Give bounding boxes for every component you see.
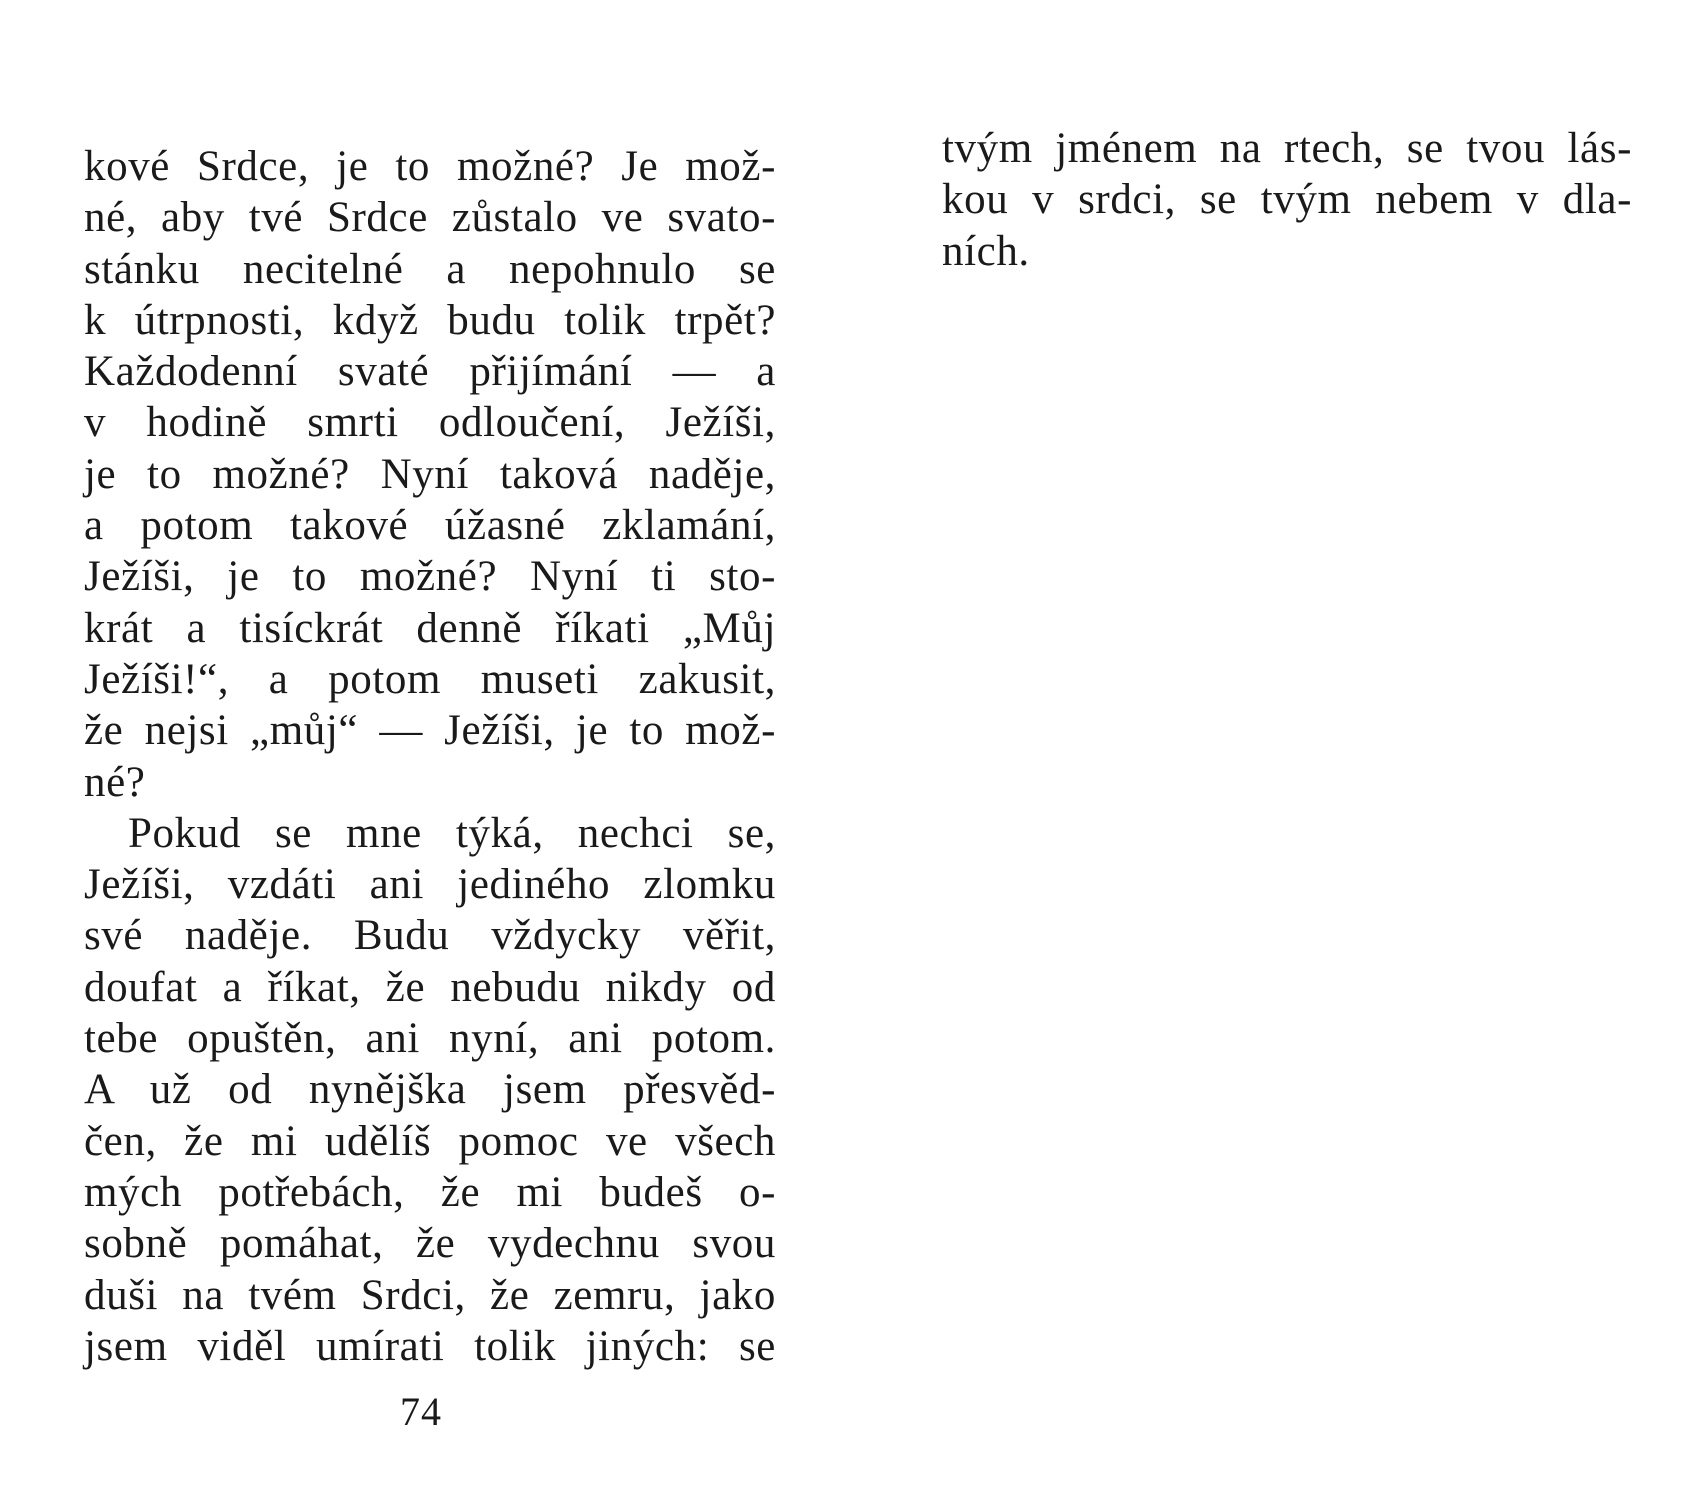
text-line: stánku necitelné a nepohnulo se — [84, 245, 776, 293]
text-line: né, aby tvé Srdce zůstalo ve svato- — [84, 194, 776, 242]
text-line: své naděje. Budu vždycky věřit, — [84, 912, 776, 960]
text-line: tvým jménem na rtech, se tvou lás- — [942, 125, 1632, 172]
text-line: kové Srdce, je to možné? Je mož- — [84, 143, 776, 190]
text-line: je to možné? Nyní taková naděje, — [84, 450, 776, 498]
text-line: k útrpnosti, když budu tolik trpět? — [84, 296, 776, 344]
right-page — [852, 0, 1704, 1500]
text-line: mých potřebách, že mi budeš o- — [84, 1168, 776, 1216]
text-line: kou v srdci, se tvým nebem v dla- — [942, 176, 1632, 224]
text-line: né? — [84, 758, 146, 806]
text-line: duši na tvém Srdci, že zemru, jako — [84, 1271, 776, 1319]
text-line: krát a tisíckrát denně říkati „Můj — [84, 604, 776, 652]
text-line: čen, že mi udělíš pomoc ve všech — [84, 1117, 776, 1165]
text-line: sobně pomáhat, že vydechnu svou — [84, 1220, 776, 1268]
paragraph-start-line: Pokud se mne týká, nechci se, — [128, 809, 776, 857]
text-line: doufat a říkat, že nebudu nikdy od — [84, 963, 776, 1011]
text-line: Ježíši!“, a potom museti zakusit, — [84, 655, 776, 703]
text-line: Ježíši, vzdáti ani jediného zlomku — [84, 861, 776, 909]
text-line: Ježíši, je to možné? Nyní ti sto- — [84, 553, 776, 601]
text-line: Každodenní svaté přijímání — a — [84, 348, 776, 396]
page-number: 74 — [400, 1389, 442, 1434]
text-line: v hodině smrti odloučení, Ježíši, — [84, 399, 776, 447]
text-line: a potom takové úžasné zklamání, — [84, 502, 776, 550]
text-line: jsem viděl umírati tolik jiných: se — [84, 1322, 776, 1370]
text-line: tebe opuštěn, ani nyní, ani potom. — [84, 1015, 776, 1063]
text-line: že nejsi „můj“ — Ježíši, je to mož- — [84, 707, 776, 755]
right-page-text — [942, 123, 1632, 277]
left-page-text — [84, 141, 776, 1372]
text-line: A už od nynějška jsem přesvěd- — [84, 1066, 776, 1114]
text-line: ních. — [942, 227, 1030, 275]
